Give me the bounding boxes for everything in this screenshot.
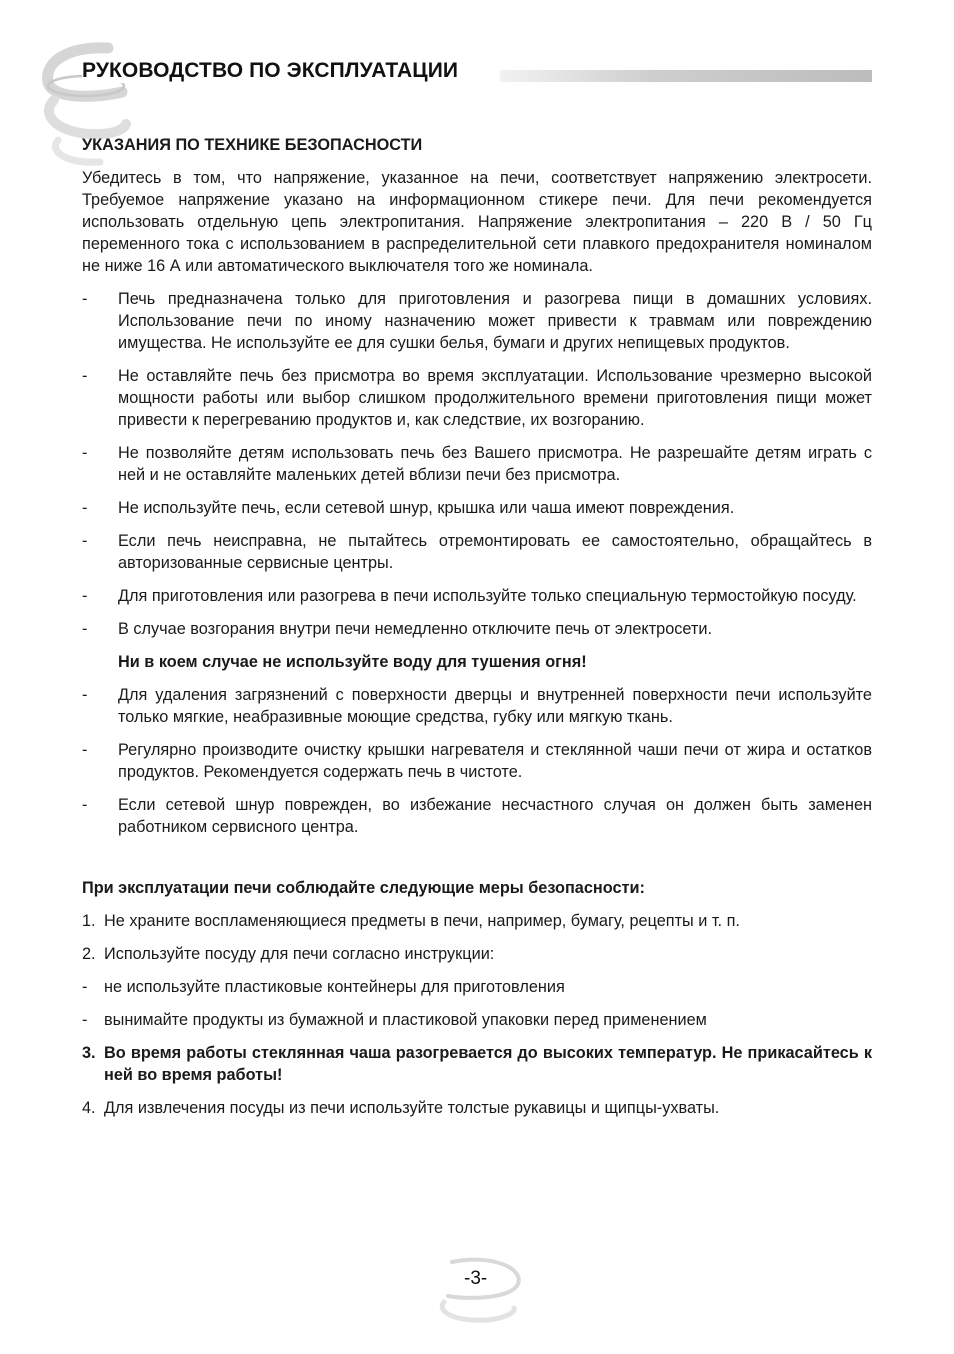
item-marker: 1. [82,912,96,930]
bullet-text: Не позволяйте детям использовать печь без Вашего присмотра. Не разрешайте детям играть с ней и не оставляйте маленьких детей вблизи печи без присмотра. [118,444,872,484]
bullet-dash: - [82,686,88,704]
bullet-text: Для удаления загрязнений с поверхности дверцы и внутренней поверхности печи используйте только мягкие, неабразивные моющие средства, губку или мягкую ткань. [118,686,872,726]
bullet-dash: - [82,741,88,759]
bullet-text: В случае возгорания внутри печи немедленно отключите печь от электросети. [118,620,712,638]
bullet-text: Если печь неисправна, не пытайтесь отремонтировать ее самостоятельно, обращайтесь в авторизованные сервисные центры. [118,532,872,572]
item-marker: - [82,978,88,996]
list-item [82,684,872,728]
list-item [82,910,872,932]
list-item [82,585,872,607]
item-text: вынимайте продукты из бумажной и пластиковой упаковки перед применением [104,1011,707,1029]
fire-warning: Ни в коем случае не используйте воду для тушения огня! [118,653,587,671]
safety-bullet-list [82,288,872,640]
content [82,134,872,1130]
item-text: не используйте пластиковые контейнеры для приготовления [104,978,565,996]
list-item [82,1042,872,1086]
intro-paragraph: Убедитесь в том, что напряжение, указанное на печи, соответствует напряжению электросети. Требуемое напряжение указано на информационном стикере печи. Для печи рекомендуется использовать отдельную цепь электропитания. Напряжение электропитания – 220 В / 50 Гц переменного тока с использованием в распределительной сети плавкого предохранителя номиналом не ниже 16 А или автоматического выключателя того же номинала. [82,169,872,275]
list-item [82,794,872,838]
bullet-dash: - [82,620,88,638]
list-item [82,288,872,354]
list-item [82,442,872,486]
bullet-dash: - [82,444,88,462]
item-marker: 4. [82,1099,96,1117]
bullet-text: Не используйте печь, если сетевой шнур, крышка или чаша имеют повреждения. [118,499,735,517]
item-text: Для извлечения посуды из печи используйте толстые рукавицы и щипцы-ухваты. [104,1099,720,1117]
item-marker: 2. [82,945,96,963]
bullet-dash: - [82,796,88,814]
bullet-dash: - [82,532,88,550]
bullet-dash: - [82,499,88,517]
header-rule [500,70,872,82]
section-title: УКАЗАНИЯ ПО ТЕХНИКЕ БЕЗОПАСНОСТИ [82,136,423,154]
item-marker: 3. [82,1044,96,1062]
list-item [82,739,872,783]
page-title: РУКОВОДСТВО ПО ЭКСПЛУАТАЦИИ [82,59,464,83]
bullet-text: Для приготовления или разогрева в печи используйте только специальную термостойкую посуду. [118,587,857,605]
bullet-text: Регулярно производите очистку крышки нагревателя и стеклянной чаши печи от жира и остатков продуктов. Рекомендуется содержать печь в чистоте. [118,741,872,781]
page-number: -3- [464,1268,488,1289]
list-item [82,365,872,431]
safety-bullet-list-2 [82,684,872,838]
bullet-dash: - [82,290,88,308]
item-text: Во время работы стеклянная чаша разогревается до высоких температур. Не прикасайтесь к ней во время работы! [104,1044,872,1084]
bullet-dash: - [82,367,88,385]
list-item [82,618,872,640]
list-item [82,1009,872,1031]
item-marker: - [82,1011,88,1029]
list-item [82,976,872,998]
list-item [82,530,872,574]
bullet-dash: - [82,587,88,605]
list-item [82,1097,872,1119]
bullet-text: Не оставляйте печь без присмотра во время эксплуатации. Использование чрезмерно высокой мощности работы или выбор слишком продолжительного времени приготовления пищи может привести к перегреванию продуктов и, как следствие, их возгоранию. [118,367,872,429]
measures-title: При эксплуатации печи соблюдайте следующие меры безопасности: [82,879,645,897]
list-item [82,497,872,519]
item-text: Используйте посуду для печи согласно инструкции: [104,945,495,963]
footer-swirl-icon [432,1252,528,1328]
bullet-text: Если сетевой шнур поврежден, во избежание несчастного случая он должен быть заменен работником сервисного центра. [118,796,872,836]
list-item [82,943,872,965]
bullet-text: Печь предназначена только для приготовления и разогрева пищи в домашних условиях. Использование печи по иному назначению может привести к травмам или повреждению имущества. Не используйте ее для сушки белья, бумаги и других непищевых продуктов. [118,290,872,352]
item-text: Не храните воспламеняющиеся предметы в печи, например, бумагу, рецепты и т. п. [104,912,740,930]
